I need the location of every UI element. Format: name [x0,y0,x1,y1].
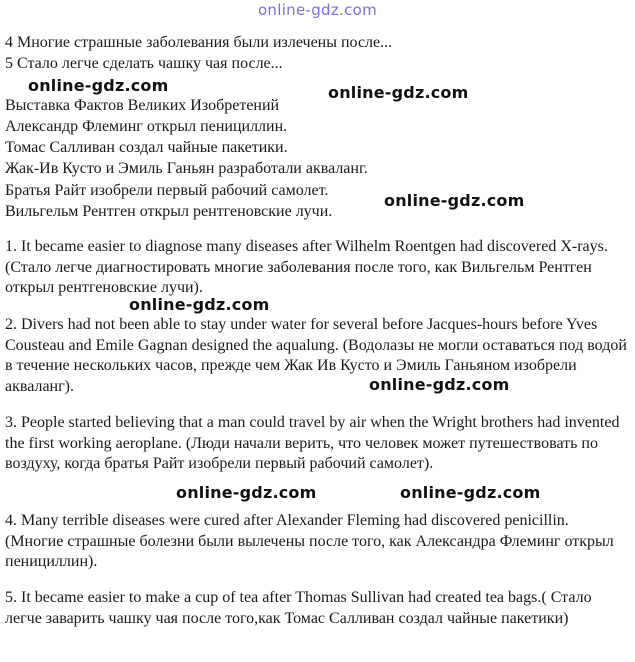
watermark: online-gdz.com [384,191,525,210]
exhibition-fact-sullivan: Томас Салливан создал чайные пакетики. [5,139,288,156]
answer-4: 4. Many terrible diseases were cured after Alexander Fleming had discovered penicillin. (Многие страшные болезни были вылечены после того, как Александра Флеминг открыл пенициллин). [5,512,614,570]
intro-line-4: 4 Многие страшные заболевания были излечены после... [5,34,393,51]
answer-1: 1. It became easier to diagnose many diseases after Wilhelm Roentgen had discovered X-rays. (Стало легче диагностировать многие заболевания после того, как Вильгельм Рентген открыл рентгеновские лучи). [5,238,608,296]
exhibition-fact-roentgen: Вильгельм Рентген открыл рентгеновские лучи. [5,203,333,220]
exhibition-title: Выставка Фактов Великих Изобретений [5,97,280,114]
intro-line-5: 5 Стало легче сделать чашку чая после... [5,55,283,72]
watermark: online-gdz.com [369,375,510,394]
watermark: online-gdz.com [176,483,317,502]
watermark: online-gdz.com [129,295,270,314]
exhibition-fact-cousteau: Жак-Ив Кусто и Эмиль Ганьян разработали акваланг. [5,160,368,177]
watermark: online-gdz.com [400,483,541,502]
site-watermark-top: online-gdz.com [257,1,378,19]
watermark: online-gdz.com [28,76,169,95]
watermark: online-gdz.com [328,83,469,102]
exhibition-fact-wright: Братья Райт изобрели первый рабочий самолет. [5,182,329,199]
exhibition-fact-fleming: Александр Флеминг открыл пенициллин. [5,118,288,135]
answer-5: 5. It became easier to make a cup of tea after Thomas Sullivan had created tea bags.( Стало легче заварить чашку чая после того,как Томас Салливан создал чайные пакетики) [5,589,592,627]
answer-2: 2. Divers had not been able to stay under water for several before Jacques-hours before Yves Cousteau and Emile Gagnan designed the aqualung. (Водолазы не могли оставаться под водой в течение нескольких часов, прежде чем Жак Ив Кусто и Эмиль Ганьяном изобрели акваланг). [5,316,627,395]
answer-3: 3. People started believing that a man could travel by air when the Wright brothers had invented the first working aeroplane. (Люди начали верить, что человек может путешествовать по воздуху, когда братья Райт изобрели первый рабочий самолет). [5,414,620,472]
